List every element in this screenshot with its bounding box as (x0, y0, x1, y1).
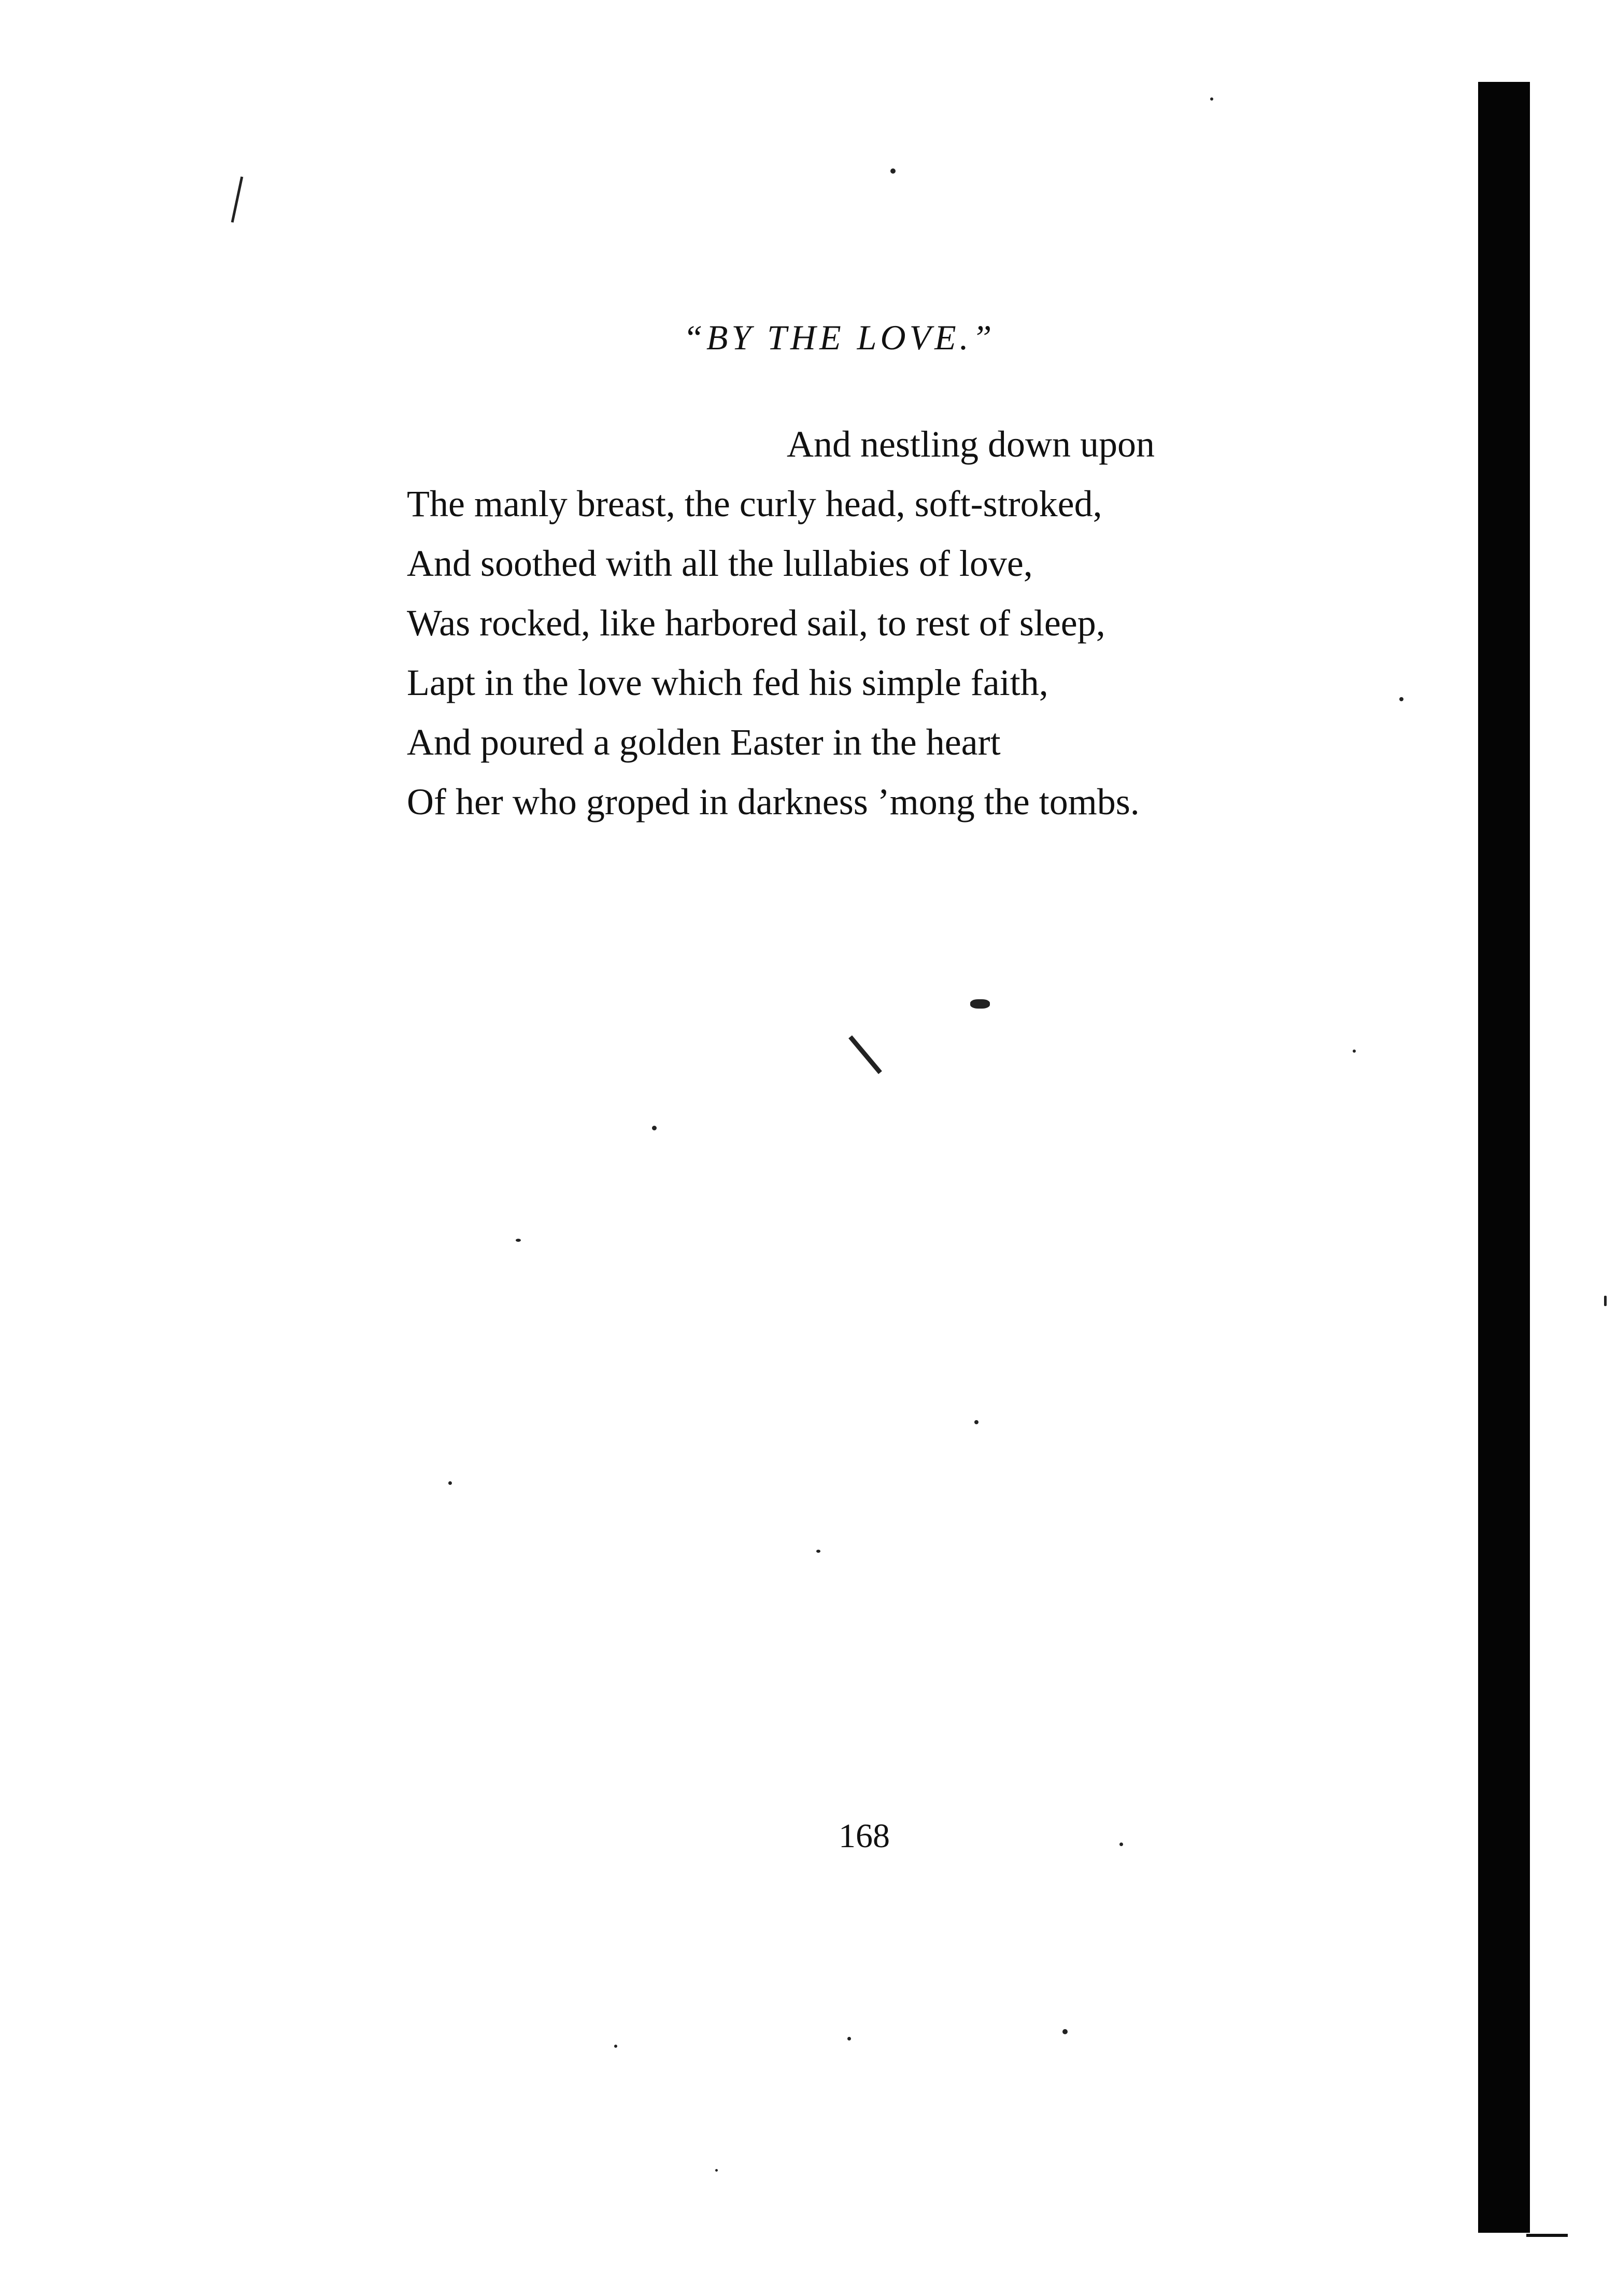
poem-line: The manly breast, the curly head, soft-stroked, (407, 483, 1102, 525)
page-number: 168 (839, 1817, 890, 1855)
poem-line: And soothed with all the lullabies of love, (407, 543, 1033, 584)
scan-speck (715, 2169, 718, 2172)
scan-speck (516, 1239, 521, 1242)
scan-speck (974, 1420, 978, 1424)
scan-speck (1399, 697, 1403, 701)
scan-binding-edge (1478, 82, 1530, 2233)
scan-speck (816, 1550, 820, 1553)
poem-line: And poured a golden Easter in the heart (407, 721, 1001, 763)
poem-stanza (407, 415, 1288, 832)
scan-speck (1119, 1843, 1123, 1846)
scan-speck (652, 1126, 657, 1130)
scan-speck (448, 1481, 452, 1485)
scan-speck (1062, 2029, 1068, 2034)
scan-binding-edge-tail (1526, 2234, 1568, 2237)
scan-speck (1210, 97, 1213, 101)
scan-speck (847, 2037, 851, 2040)
scan-mark (848, 1036, 882, 1074)
scan-speck (614, 2045, 617, 2048)
scan-speck (1604, 1296, 1607, 1306)
scan-mark (231, 176, 244, 222)
running-head: “BY THE LOVE.” (683, 318, 996, 357)
scan-mark (970, 999, 990, 1009)
poem-line: Lapt in the love which fed his simple faith, (407, 662, 1048, 703)
poem-line: Was rocked, like harbored sail, to rest of sleep, (407, 602, 1105, 644)
scan-speck (1353, 1050, 1356, 1053)
poem-line: And nestling down upon (787, 423, 1155, 465)
poem-line: Of her who groped in darkness ’mong the tombs. (407, 781, 1140, 823)
scan-speck (890, 168, 896, 174)
